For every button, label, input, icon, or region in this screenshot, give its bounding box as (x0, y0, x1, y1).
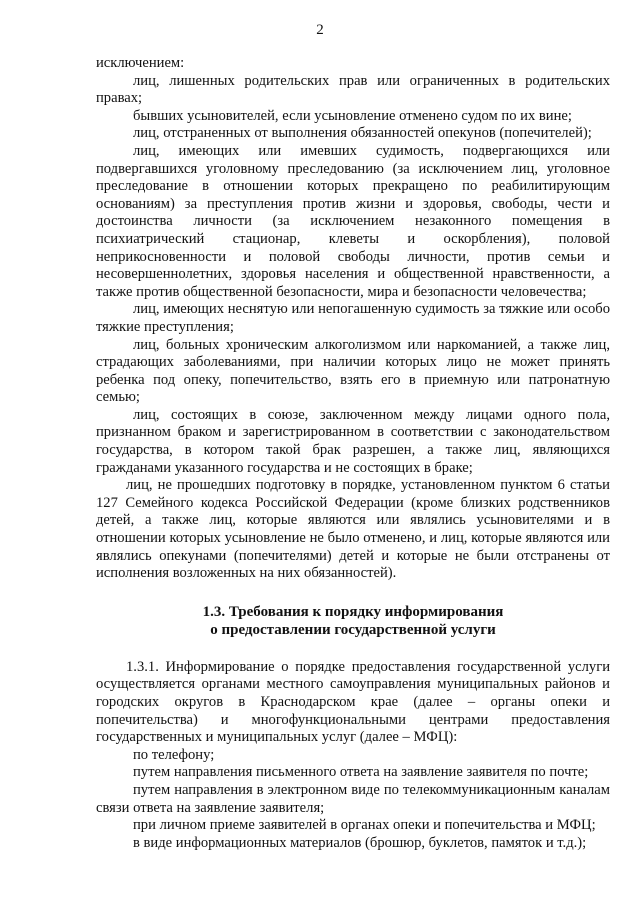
paragraph: при личном приеме заявителей в органах опеки и попечительства и МФЦ; (133, 817, 596, 834)
paragraph: лиц, не прошедших подготовку в порядке, установленном пунктом 6 статьи 127 Семейного кодекса Российской Федерации (кроме близких родственников детей, а также лиц, которые являются или являлись усыновителями и в отношении которых усыновление не было отменено, и лиц, которые являются или являлись опекунами (попечителями) детей и которые не были отстранены от исполнения возложенных на них обязанностей). (96, 477, 610, 582)
paragraph: в виде информационных материалов (брошюр, буклетов, памяток и т.д.); (133, 834, 587, 851)
paragraph: лиц, имеющих неснятую или непогашенную судимость за тяжкие или особо тяжкие преступления; (96, 301, 610, 335)
paragraph: по телефону; (133, 746, 215, 763)
page-number: 2 (316, 22, 324, 38)
paragraph: лиц, состоящих в союзе, заключенном между лицами одного пола, признанном браком и зарегистрированном в соответствии с законодательством государства, в котором такой брак разрешен, а также лиц, являющихся гражданами указанного государства и не состоящих в браке; (96, 406, 610, 476)
paragraph: лиц, лишенных родительских прав или ограниченных в родительских правах; (96, 72, 610, 107)
page-body (96, 55, 610, 852)
section-heading (96, 603, 610, 639)
paragraph: лиц, отстраненных от выполнения обязанностей опекунов (попечителей); (133, 125, 592, 142)
paragraph: лиц, больных хроническим алкоголизмом или наркоманией, а также лиц, страдающих заболеваниями, при наличии которых лицо не может принять ребенка под опеку, попечительство, взять его в приемную или патронатную семью; (96, 336, 610, 406)
section-heading-line: о предоставлении государственной услуги (210, 621, 496, 638)
paragraph: исключением: (96, 55, 185, 71)
section-heading-line: 1.3. Требования к порядку информирования (202, 603, 504, 620)
paragraph: бывших усыновителей, если усыновление отменено судом по их вине; (133, 107, 572, 124)
paragraph: лиц, имеющих или имевших судимость, подвергающихся или подвергавшихся уголовному преследованию (за исключением лиц, уголовное преследование в отношении которых прекращено по реабилитирующим основаниям) за преступления против жизни и здоровья, свободы, чести и достоинства личности (за исключением незаконного помещения в психиатрический стационар, клеветы и оскорбления), половой неприкосновенности и половой свободы личности, против семьи и несовершеннолетних, здоровья населения и общественной нравственности, а также против общественной безопасности, мира и безопасности человечества; (96, 142, 610, 300)
paragraph: путем направления в электронном виде по телекоммуникационным каналам связи ответа на заявление заявителя; (96, 781, 610, 816)
paragraph: 1.3.1. Информирование о порядке предоставления государственной услуги осуществляется органами местного самоуправления муниципальных районов и городских округов в Краснодарском крае (далее – органы опеки и попечительства) и многофункциональными центрами предоставления государственных и муниципальных услуг (далее – МФЦ): (96, 658, 610, 746)
paragraph: путем направления письменного ответа на заявление заявителя по почте; (133, 764, 589, 781)
